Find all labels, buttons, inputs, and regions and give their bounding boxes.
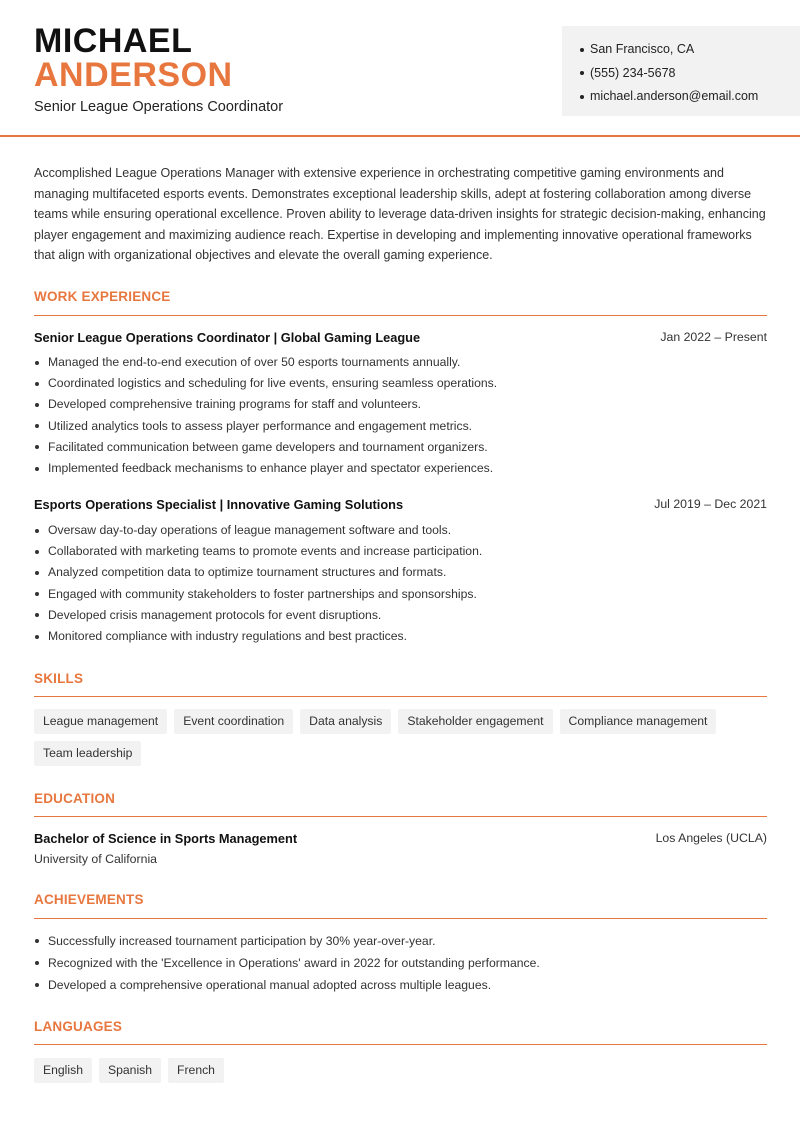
first-name: MICHAEL — [34, 22, 193, 60]
section-divider — [34, 315, 767, 316]
bullet-icon — [35, 939, 39, 943]
phone-text: (555) 234-5678 — [590, 65, 676, 80]
contact-email — [580, 85, 800, 109]
section-title-achievements: ACHIEVEMENTS — [34, 892, 144, 907]
list-item — [34, 352, 767, 373]
bullet-text: Developed comprehensive training programs for staff and volunteers. — [48, 397, 422, 412]
job-dates: Jul 2019 – Dec 2021 — [654, 497, 767, 511]
bullet-text: Recognized with the 'Excellence in Operations' award in 2022 for outstanding performance. — [48, 956, 540, 970]
language-tag: English — [34, 1058, 92, 1083]
list-item — [34, 605, 767, 626]
section-title-education: EDUCATION — [34, 791, 116, 806]
list-item — [34, 394, 767, 415]
bullet-icon — [35, 613, 39, 617]
bullet-icon — [35, 467, 39, 471]
language-tag: French — [168, 1058, 224, 1083]
list-item — [34, 562, 767, 583]
list-item — [34, 626, 767, 647]
list-item — [34, 437, 767, 458]
bullet-icon — [580, 71, 584, 75]
location-text: San Francisco, CA — [590, 42, 695, 56]
list-item — [34, 416, 767, 437]
bullet-icon — [35, 445, 39, 449]
job-header — [34, 497, 767, 512]
languages-list — [34, 1058, 767, 1083]
skills-list — [34, 709, 767, 766]
list-item — [34, 930, 767, 952]
bullet-icon — [35, 529, 39, 533]
bullet-icon — [35, 382, 39, 386]
list-item — [34, 541, 767, 562]
bullet-icon — [35, 961, 39, 965]
job-title: Senior League Operations Coordinator — [34, 99, 284, 115]
bullet-text: Coordinated logistics and scheduling for live events, ensuring seamless operations. — [48, 376, 498, 391]
job-bullets — [34, 352, 767, 479]
section-divider — [34, 918, 767, 919]
bullet-text: Analyzed competition data to optimize tournament structures and formats. — [48, 565, 447, 580]
contact-phone — [580, 62, 800, 86]
bullet-icon — [35, 403, 39, 407]
bullet-text: Developed crisis management protocols for event disruptions. — [48, 607, 382, 622]
bullet-text: Facilitated communication between game developers and tournament organizers. — [48, 439, 488, 454]
job-role: Senior League Operations Coordinator | Global Gaming League — [34, 330, 421, 345]
bullet-text: Managed the end-to-end execution of over 50 esports tournaments annually. — [48, 355, 461, 369]
skill-tag: Event coordination — [174, 709, 293, 734]
bullet-icon — [35, 983, 39, 987]
skill-tag: League management — [34, 709, 167, 734]
list-item — [34, 584, 767, 605]
contact-location — [580, 38, 800, 62]
bullet-icon — [580, 95, 584, 99]
bullet-text: Successfully increased tournament participation by 30% year-over-year. — [48, 934, 436, 948]
list-item — [34, 520, 767, 541]
bullet-text: Engaged with community stakeholders to foster partnerships and sponsorships. — [48, 586, 477, 601]
job-bullets — [34, 520, 767, 647]
job-header — [34, 330, 767, 345]
education-location: Los Angeles (UCLA) — [655, 831, 767, 845]
section-title-languages: LANGUAGES — [34, 1019, 123, 1034]
skill-tag: Stakeholder engagement — [398, 709, 552, 734]
email-text: michael.anderson@email.com — [590, 89, 759, 103]
resume-header — [0, 0, 800, 137]
bullet-text: Developed a comprehensive operational manual adopted across multiple leagues. — [48, 978, 492, 992]
bullet-icon — [35, 571, 39, 575]
section-title-skills: SKILLS — [34, 671, 84, 686]
bullet-text: Monitored compliance with industry regulations and best practices. — [48, 629, 408, 644]
job-dates: Jan 2022 – Present — [660, 330, 767, 344]
contact-box — [562, 26, 800, 116]
skill-tag: Team leadership — [34, 741, 141, 766]
language-tag: Spanish — [99, 1058, 161, 1083]
skill-tag: Compliance management — [560, 709, 717, 734]
list-item — [34, 974, 767, 996]
school-name: University of California — [34, 852, 158, 866]
bullet-text: Utilized analytics tools to assess player performance and engagement metrics. — [48, 418, 473, 433]
last-name: ANDERSON — [34, 56, 233, 94]
summary-paragraph: Accomplished League Operations Manager with extensive experience in orchestrating competitive gaming environments and managing multifaceted esports events. Demonstrates exceptional leadership skills, adept at fostering collaboration among diverse teams while ensuring operational excellence. Proven ability to leverage data-driven insights for strategic decision-making, enhancing player engagement and maximizing audience reach. Expertise in developing and implementing innovative operational frameworks that align with organizational objectives and elevate the overall gaming experience. — [34, 166, 766, 263]
list-item — [34, 952, 767, 974]
bullet-icon — [35, 424, 39, 428]
education-header — [34, 831, 767, 846]
section-divider — [34, 816, 767, 817]
list-item — [34, 373, 767, 394]
section-title-work: WORK EXPERIENCE — [34, 289, 171, 304]
achievements-list — [34, 930, 767, 996]
bullet-icon — [35, 592, 39, 596]
degree: Bachelor of Science in Sports Management — [34, 831, 298, 846]
bullet-text: Implemented feedback mechanisms to enhance player and spectator experiences. — [48, 461, 494, 476]
bullet-icon — [35, 550, 39, 554]
bullet-text: Oversaw day-to-day operations of league management software and tools. — [48, 523, 452, 537]
bullet-icon — [35, 361, 39, 365]
skill-tag: Data analysis — [300, 709, 391, 734]
section-divider — [34, 696, 767, 697]
bullet-icon — [35, 635, 39, 639]
section-divider — [34, 1044, 767, 1045]
bullet-icon — [580, 48, 584, 52]
bullet-text: Collaborated with marketing teams to promote events and increase participation. — [48, 544, 483, 559]
job-role: Esports Operations Specialist | Innovative Gaming Solutions — [34, 497, 404, 512]
list-item — [34, 458, 767, 479]
